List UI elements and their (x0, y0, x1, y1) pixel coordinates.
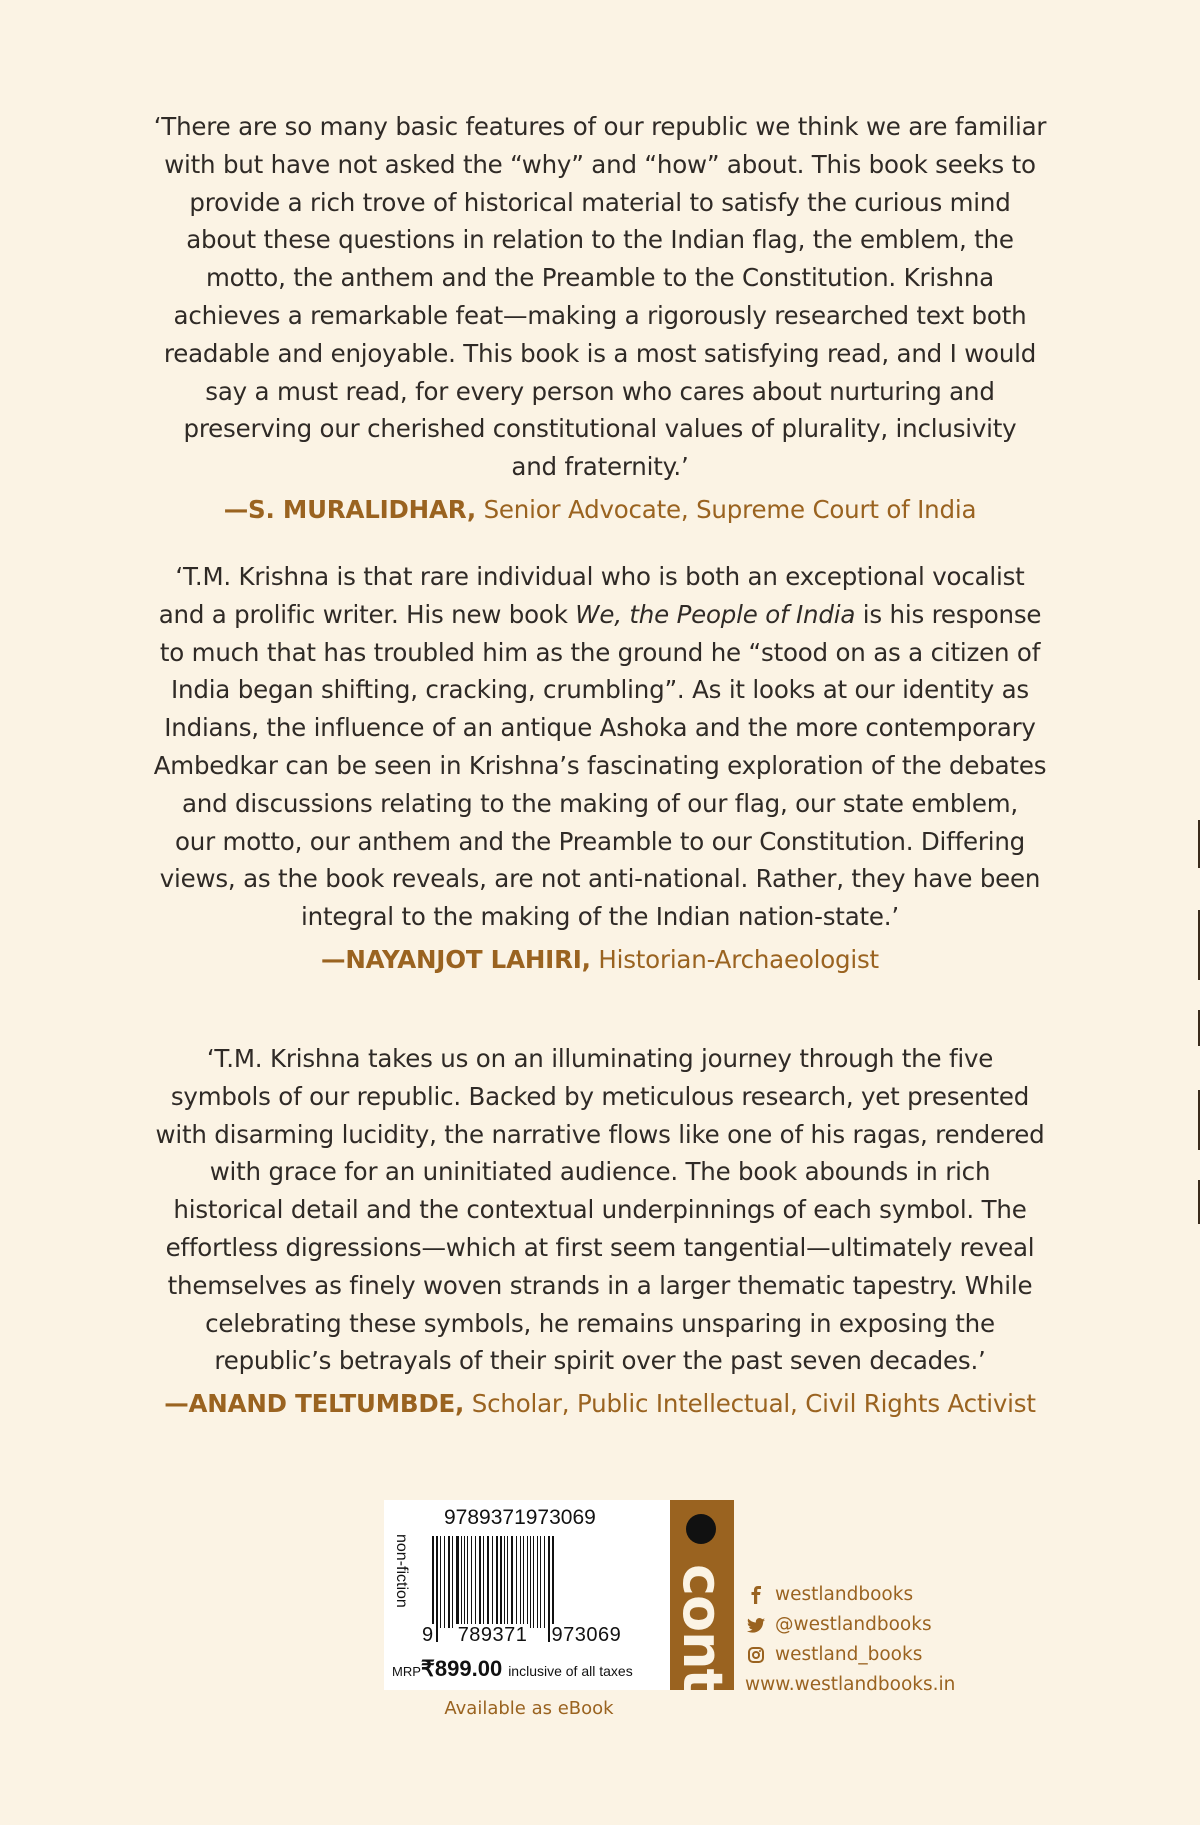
barcode-bar (483, 1536, 484, 1628)
attribution-role: Senior Advocate, Supreme Court of India (483, 494, 977, 524)
social-links (745, 1580, 985, 1700)
isbn-number: 9789371973069 (444, 1506, 596, 1529)
barcode-bar (516, 1536, 517, 1628)
blurb-attribution (115, 942, 1085, 978)
barcode-bar (507, 1536, 508, 1628)
barcode-bar (511, 1536, 513, 1628)
barcode-bar (530, 1536, 531, 1628)
instagram-icon (745, 1647, 767, 1663)
logo-dot (686, 1514, 716, 1544)
ebook-note: Available as eBook (444, 1698, 614, 1719)
barcode-bar (504, 1536, 505, 1628)
barcode-bar (452, 1536, 453, 1628)
facebook-handle: westlandbooks (775, 1584, 914, 1605)
isbn-digits (420, 1624, 640, 1647)
blurb-muralidhar (115, 108, 1085, 528)
blurb-lahiri (115, 558, 1085, 978)
barcode-bar (520, 1536, 521, 1628)
barcode-panel (384, 1500, 670, 1690)
facebook-icon (745, 1586, 767, 1604)
barcode-bar (448, 1536, 450, 1628)
publisher-logo (670, 1500, 734, 1788)
twitter-handle: @westlandbooks (775, 1614, 932, 1635)
blurb-text: ‘There are so many basic features of our republic we think we are familiar with but have not asked the “why” and “how” about. This book seeks to provide a rich trove of historical material to satisfy the curious mind about these questions in relation to the Indian flag, the emblem, the motto, the anthem and the Preamble to the Constitution. Krishna achieves a remarkable feat—making a rigorously researched text both readable and enjoyable. This book is a most satisfying read, and I would say a must read, for every person who cares about nurturing and preserving our cherished constitutional values of plurality, inclusivity and fraternity.’ (153, 112, 1047, 482)
barcode-bar (527, 1536, 528, 1628)
mrp-label: MRP (392, 1664, 421, 1679)
attribution-name: —ANAND TELTUMBDE, (164, 1389, 465, 1419)
price-row (392, 1656, 672, 1682)
blurb-attribution (115, 492, 1085, 528)
twitter-icon (745, 1618, 767, 1633)
tax-note: inclusive of all taxes (508, 1663, 633, 1679)
barcode-bar (533, 1536, 534, 1628)
barcode-bar (544, 1536, 545, 1628)
attribution-name: —NAYANJOT LAHIRI, (321, 944, 591, 974)
barcode-bar (487, 1536, 489, 1628)
barcode-bar (444, 1536, 445, 1628)
isbn-group-2: 789371 (457, 1624, 528, 1646)
barcode-bar (523, 1536, 524, 1628)
logo-wordmark: context (671, 1564, 734, 1788)
social-instagram[interactable] (745, 1640, 985, 1670)
barcode-bar (479, 1536, 481, 1628)
barcode-bar (475, 1536, 476, 1628)
blurb-teltumbde (115, 1040, 1085, 1422)
isbn-group-1: 9 (422, 1624, 434, 1646)
barcode-bar (440, 1536, 441, 1628)
barcode-bar (464, 1536, 465, 1628)
social-facebook[interactable] (745, 1580, 985, 1610)
barcode-bar (461, 1536, 462, 1628)
website-link[interactable]: www.westlandbooks.in (745, 1674, 956, 1695)
barcode-bar (537, 1536, 538, 1628)
category-label: non-fiction (393, 1534, 410, 1608)
blurb-text: ‘T.M. Krishna takes us on an illuminating journey through the five symbols of our republic. Backed by meticulous research, yet presented with disarming lucidity, the narrative flows like one of his ragas, rendered with grace for an uninitiated audience. The book abounds in rich historical detail and the contextual underpinnings of each symbol. The effortless digressions—which at first seem tangential—ultimately reveal themselves as finely woven strands in a larger thematic tapestry. While celebrating these symbols, he remains unsparing in exposing the republic’s betrayals of their spirit over the past seven decades.’ (155, 1044, 1045, 1376)
barcode-bar (540, 1536, 541, 1628)
book-title: We, the People of India (575, 599, 856, 629)
barcode-bar (467, 1536, 468, 1628)
attribution-role: Scholar, Public Intellectual, Civil Rights Activist (471, 1389, 1036, 1419)
attribution-name: —S. MURALIDHAR, (223, 494, 476, 524)
barcode-bar (492, 1536, 493, 1628)
blurb-attribution (115, 1386, 1085, 1422)
instagram-handle: westland_books (775, 1644, 923, 1665)
price: ₹899.00 (420, 1656, 503, 1681)
barcode-bar (471, 1536, 472, 1628)
barcode-bar (456, 1536, 459, 1628)
spine-edge-marks (1194, 800, 1200, 1250)
attribution-role: Historian-Archaeologist (598, 944, 879, 974)
social-twitter[interactable] (745, 1610, 985, 1640)
isbn-group-3: 973069 (551, 1624, 622, 1646)
blurb-text: ‘T.M. Krishna is that rare individual who is both an exceptional vocalist and a prolific writer. His new book We, the People of India is his response to much that has troubled him as the ground he “stood on as a citizen of India began shifting, cracking, crumbling”. As it looks at our identity as Indians, the influence of an antique Ashoka and the more contemporary Ambedkar can be seen in Krishna’s fascinating exploration of the debates and discussions relating to the making of our flag, our state emblem, our motto, our anthem and the Preamble to our Constitution. Differing views, as the book reveals, are not anti-national. Rather, they have been integral to the making of the Indian nation-state.’ (153, 562, 1047, 932)
